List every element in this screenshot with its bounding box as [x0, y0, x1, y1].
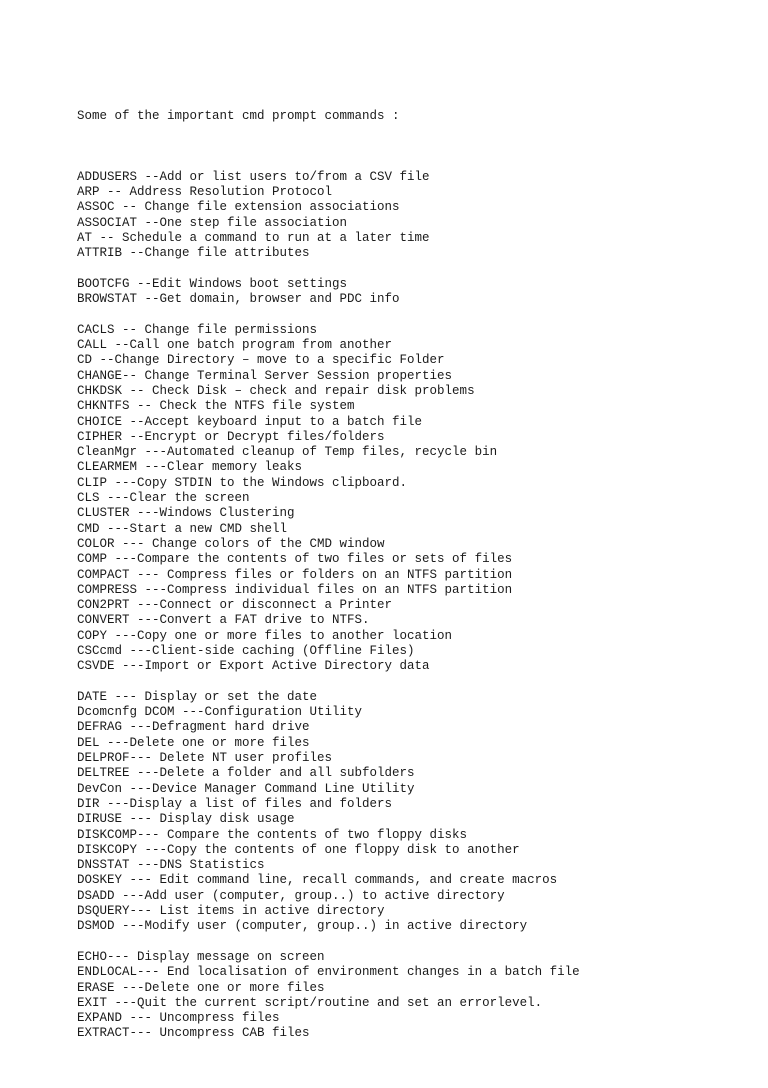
command-line: COPY ---Copy one or more files to another location	[77, 628, 453, 643]
command-line: EXTRACT--- Uncompress CAB files	[77, 1026, 310, 1041]
command-line: ATTRIB --Change file attributes	[77, 246, 310, 261]
command-line: EXIT ---Quit the current script/routine and set an errorlevel.	[77, 995, 543, 1010]
command-line: DOSKEY --- Edit command line, recall commands, and create macros	[77, 873, 558, 888]
command-line: BOOTCFG --Edit Windows boot settings	[77, 276, 348, 291]
command-line: COMPACT --- Compress files or folders on an NTFS partition	[77, 567, 513, 582]
command-line: DELPROF--- Delete NT user profiles	[77, 751, 333, 766]
command-line: CALL --Call one batch program from another	[77, 338, 393, 353]
command-line: AT -- Schedule a command to run at a later time	[77, 230, 430, 245]
command-line: DSQUERY--- List items in active directory	[77, 904, 385, 919]
command-line: ENDLOCAL--- End localisation of environment changes in a batch file	[77, 965, 580, 980]
command-line: DEFRAG ---Defragment hard drive	[77, 720, 310, 735]
command-line: CIPHER --Encrypt or Decrypt files/folders	[77, 429, 385, 444]
command-line: DISKCOMP--- Compare the contents of two floppy disks	[77, 827, 468, 842]
command-line: Dcomcnfg DCOM ---Configuration Utility	[77, 705, 363, 720]
command-line: COMPRESS ---Compress individual files on an NTFS partition	[77, 582, 513, 597]
command-groups	[77, 170, 580, 1042]
command-line: CONVERT ---Convert a FAT drive to NTFS.	[77, 613, 370, 628]
command-line: CHKNTFS -- Check the NTFS file system	[77, 399, 355, 414]
command-group	[77, 323, 580, 675]
command-line: EXPAND --- Uncompress files	[77, 1011, 280, 1026]
command-line: CD --Change Directory – move to a specific Folder	[77, 353, 445, 368]
command-line: DIR ---Display a list of files and folders	[77, 796, 393, 811]
command-line: DELTREE ---Delete a folder and all subfolders	[77, 766, 415, 781]
command-line: COLOR --- Change colors of the CMD window	[77, 536, 385, 551]
command-line: CHKDSK -- Check Disk – check and repair disk problems	[77, 383, 475, 398]
command-group	[77, 950, 580, 1042]
command-line: DevCon ---Device Manager Command Line Utility	[77, 781, 415, 796]
command-line: CMD ---Start a new CMD shell	[77, 521, 288, 536]
command-line: CSVDE ---Import or Export Active Directory data	[77, 659, 430, 674]
command-line: ASSOCIAT --One step file association	[77, 215, 348, 230]
command-line: CLIP ---Copy STDIN to the Windows clipboard.	[77, 475, 408, 490]
command-line: ERASE ---Delete one or more files	[77, 980, 325, 995]
command-line: COMP ---Compare the contents of two files or sets of files	[77, 552, 513, 567]
command-line: DATE --- Display or set the date	[77, 689, 318, 704]
command-group	[77, 690, 580, 935]
command-line: CHOICE --Accept keyboard input to a batch file	[77, 414, 423, 429]
command-line: DIRUSE --- Display disk usage	[77, 812, 295, 827]
command-line: CON2PRT ---Connect or disconnect a Printer	[77, 598, 393, 613]
command-line: CLUSTER ---Windows Clustering	[77, 506, 295, 521]
command-line: DISKCOPY ---Copy the contents of one floppy disk to another	[77, 842, 520, 857]
command-group	[77, 277, 580, 308]
command-line: CLEARMEM ---Clear memory leaks	[77, 460, 303, 475]
command-line: CHANGE-- Change Terminal Server Session properties	[77, 368, 453, 383]
command-line: ADDUSERS --Add or list users to/from a CSV file	[77, 169, 430, 184]
command-line: BROWSTAT --Get domain, browser and PDC info	[77, 292, 400, 307]
command-line: CACLS -- Change file permissions	[77, 322, 318, 337]
command-line: CleanMgr ---Automated cleanup of Temp files, recycle bin	[77, 445, 498, 460]
command-line: ARP -- Address Resolution Protocol	[77, 185, 333, 200]
command-line: ASSOC -- Change file extension associations	[77, 200, 400, 215]
command-line: DSMOD ---Modify user (computer, group..) in active directory	[77, 919, 528, 934]
command-line: DNSSTAT ---DNS Statistics	[77, 858, 265, 873]
command-line: CSCcmd ---Client-side caching (Offline Files)	[77, 643, 415, 658]
document-title: Some of the important cmd prompt commands :	[77, 108, 400, 123]
command-line: CLS ---Clear the screen	[77, 491, 250, 506]
command-group	[77, 170, 580, 262]
document-content	[77, 78, 580, 1088]
command-line: DSADD ---Add user (computer, group..) to active directory	[77, 888, 505, 903]
command-line: DEL ---Delete one or more files	[77, 735, 310, 750]
command-line: ECHO--- Display message on screen	[77, 949, 325, 964]
